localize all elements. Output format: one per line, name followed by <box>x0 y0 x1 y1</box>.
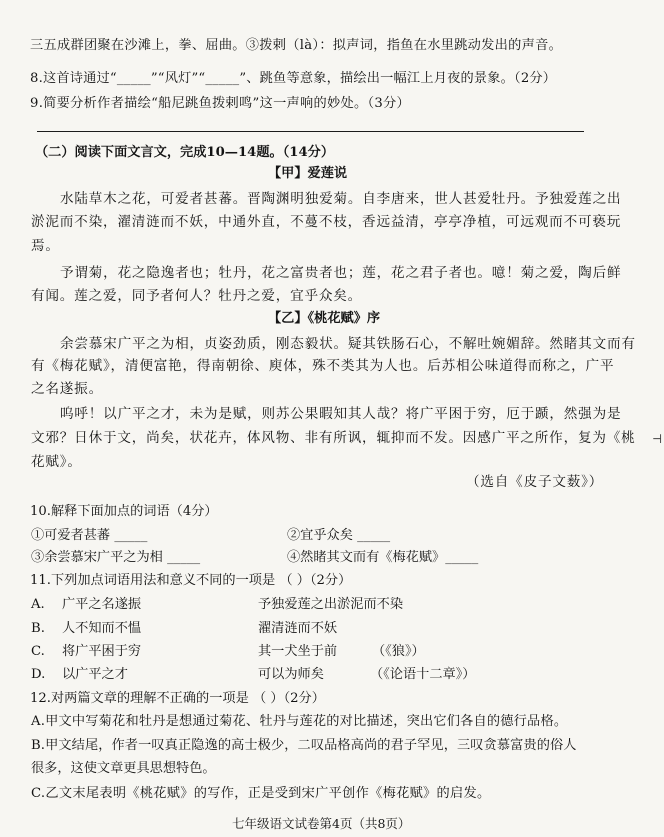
section-divider <box>37 131 584 132</box>
q11-option-c-right: 其一犬坐于前 <box>258 644 338 659</box>
question-12: 12.对两篇文章的理解不正确的一项是 （ ）（2分） <box>30 691 325 706</box>
source: （选自《皮子文薮》） <box>466 474 604 490</box>
q10-item-3: ③余尝慕宋广平之为相 _____ <box>31 550 201 565</box>
yi-p2-line3: 花赋》。 <box>31 454 82 470</box>
yi-p2-line1: 呜呼！以广平之才，未为是赋，则苏公果暇知其人哉？将广平困于穷，厄于踬，然强为是 <box>60 406 622 422</box>
margin-mark: ⊣ <box>652 432 663 446</box>
q11-option-c-letter: C. <box>31 644 45 659</box>
question-11: 11.下列加点词语用法和意义不同的一项是 （ ）（2分） <box>30 573 352 588</box>
jia-p2-line2: 有闻。莲之爱，同予者何人？牡丹之爱，宜乎众矣。 <box>31 288 363 304</box>
page-footer: 七年级语文试卷第4页（共8页） <box>232 816 411 831</box>
section-heading: （二）阅读下面文言文，完成10—14题。（14分） <box>35 145 335 160</box>
q10-item-2: ②宜乎众矣 _____ <box>287 528 391 543</box>
q12-option-c: C.乙文末尾表明《桃花赋》的写作，正是受到宋广平创作《梅花赋》的启发。 <box>31 786 491 801</box>
jia-p2-line1: 予谓菊，花之隐逸者也；牡丹，花之富贵者也；莲，花之君子者也。噫！菊之爱，陶后鲜 <box>60 265 622 281</box>
q11-option-d-right: 可以为师矣 <box>258 667 324 682</box>
note-line: 三五成群团聚在沙滩上，拳、屈曲。③拨剌（là）：拟声词，指鱼在水里跳动发出的声音。 <box>30 38 563 53</box>
q11-option-d-letter: D. <box>31 667 46 682</box>
jia-p1-line1: 水陆草木之花，可爱者甚蕃。晋陶渊明独爱菊。自李唐来，世人甚爱牡丹。予独爱莲之出 <box>60 191 622 207</box>
jia-title: 【甲】爱莲说 <box>268 166 348 181</box>
q11-option-c-source: （《狼》） <box>372 644 425 659</box>
q10-item-1: ①可爱者甚蕃 _____ <box>31 528 148 543</box>
yi-p1-line3: 之名遂振。 <box>31 381 103 397</box>
q12-option-a: A.甲文中写菊花和牡丹是想通过菊花、牡丹与莲花的对比描述，突出它们各自的德行品格。 <box>31 714 568 729</box>
q12-option-b-line1: B.甲文结尾，作者一叹真正隐逸的高士极少，二叹品格高尚的君子罕见，三叹贪慕富贵的俗人 <box>31 738 577 753</box>
yi-title: 【乙】《桃花赋》序 <box>268 311 381 326</box>
q11-option-d-left: 以广平之才 <box>62 667 128 682</box>
yi-p1-line1: 余尝慕宋广平之为相，贞姿劲质，刚态毅状。疑其铁肠石心，不解吐婉媚辞。然睹其文而有 <box>60 336 636 352</box>
q12-option-b-line2: 很多，这使文章更具思想特色。 <box>31 761 216 776</box>
yi-p2-line2: 文邪？日休于文，尚矣，状花卉，体风物、非有所讽，辄抑而不发。因感广平之所作，复为《桃 <box>31 430 636 446</box>
question-9: 9.简要分析作者描绘“船尼跳鱼拨剌鸣”这一声响的妙处。（3分） <box>30 96 411 111</box>
question-8: 8.这首诗通过“_____”“风灯”“_____”、跳鱼等意象，描绘出一幅江上月夜的景象。（2分） <box>30 71 557 86</box>
q11-option-a-left: 广平之名遂振 <box>62 597 142 612</box>
q10-item-4: ④然睹其文而有《梅花赋》_____ <box>287 550 479 565</box>
q11-option-a-letter: A. <box>31 597 45 612</box>
q11-option-c-left: 将广平困于穷 <box>62 644 142 659</box>
jia-p1-line3: 焉。 <box>31 238 60 254</box>
q11-option-d-source: （《论语十二章》） <box>370 667 476 682</box>
q11-option-b-right: 濯清涟而不妖 <box>258 621 338 636</box>
q11-option-b-left: 人不知而不愠 <box>62 621 142 636</box>
q11-option-a-right: 予独爱莲之出淤泥而不染 <box>258 597 404 612</box>
q11-option-b-letter: B. <box>31 621 45 636</box>
jia-p1-line2: 淤泥而不染，濯清涟而不妖，中通外直，不蔓不枝，香远益清，亭亭净植，可远观而不可亵玩 <box>31 214 622 230</box>
yi-p1-line2: 有《梅花赋》，清便富艳，得南朝徐、庾体，殊不类其为人也。后苏相公味道得而称之，广平 <box>31 358 615 374</box>
question-10: 10.解释下面加点的词语（4分） <box>30 504 218 519</box>
